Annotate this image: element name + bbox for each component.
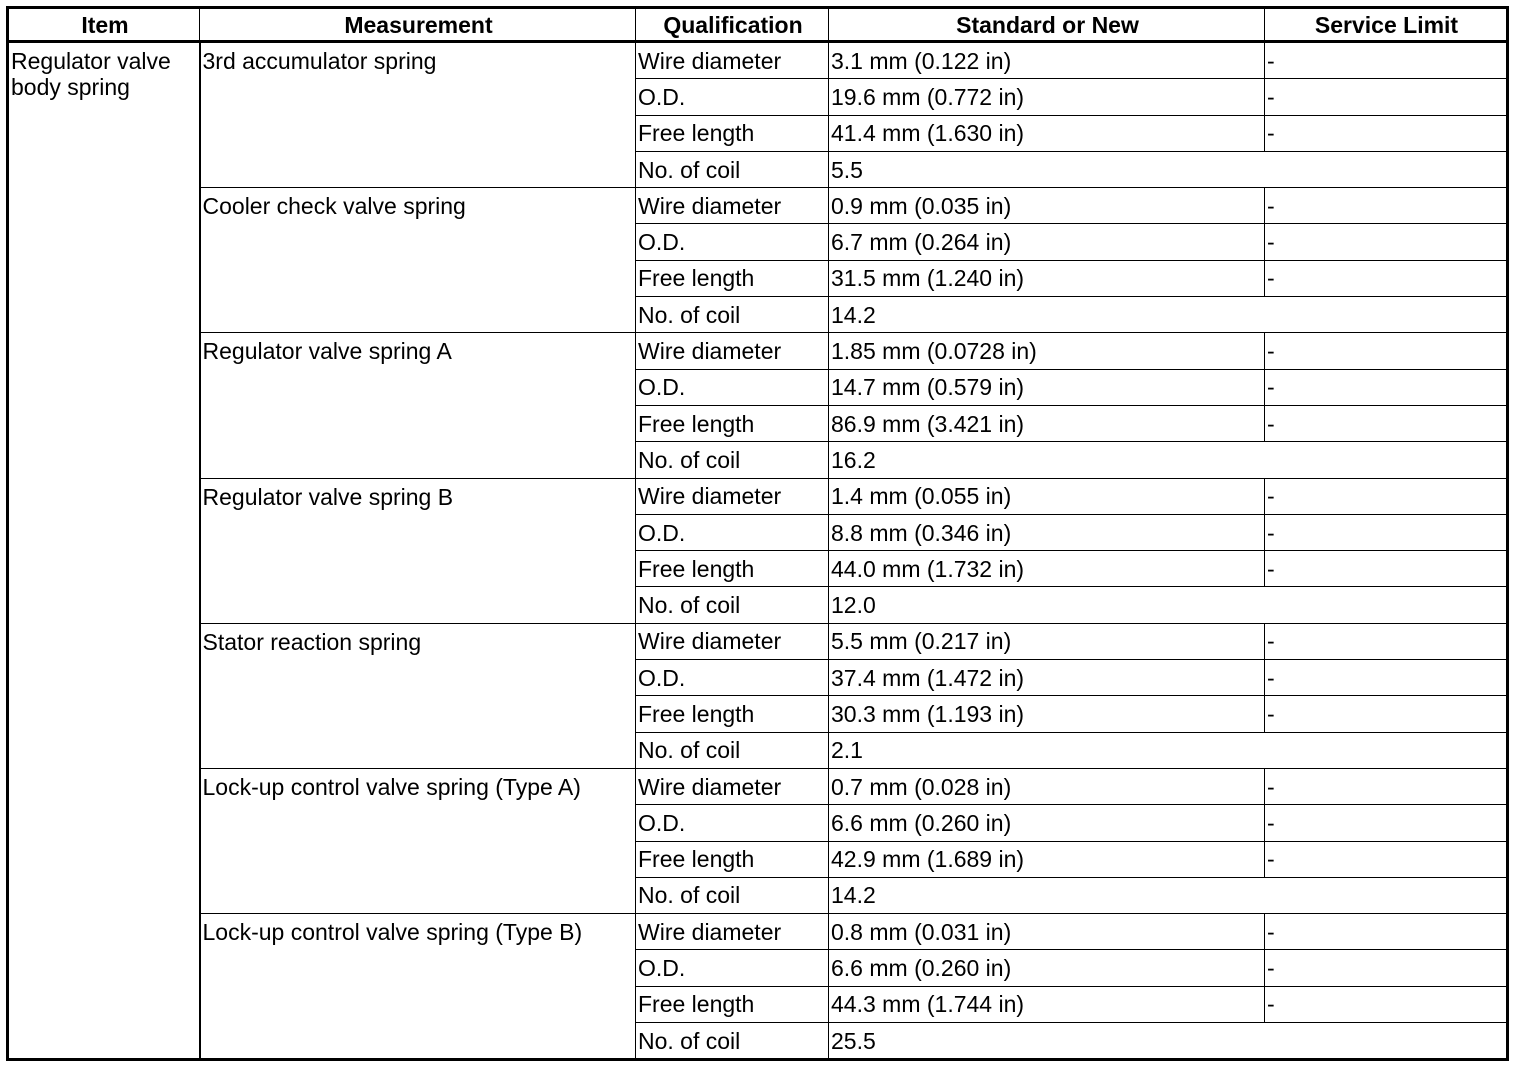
service-limit-cell: -: [1265, 768, 1508, 804]
standard-value-cell: 0.9 mm (0.035 in): [829, 188, 1265, 224]
header-qualification: Qualification: [636, 8, 829, 42]
measurement-cell: Regulator valve spring A: [200, 333, 636, 478]
service-limit-cell: -: [1265, 224, 1508, 260]
table-row: [8, 914, 1508, 950]
standard-value-cell: 16.2: [829, 442, 1508, 478]
header-standard: Standard or New: [829, 8, 1265, 42]
measurement-cell: Lock-up control valve spring (Type A): [200, 768, 636, 913]
qualification-cell: No. of coil: [636, 151, 829, 187]
qualification-cell: Wire diameter: [636, 333, 829, 369]
service-limit-cell: -: [1265, 405, 1508, 441]
qualification-cell: O.D.: [636, 950, 829, 986]
standard-value-cell: 6.7 mm (0.264 in): [829, 224, 1265, 260]
standard-value-cell: 37.4 mm (1.472 in): [829, 660, 1265, 696]
qualification-cell: Free length: [636, 696, 829, 732]
standard-value-cell: 5.5: [829, 151, 1508, 187]
header-measurement: Measurement: [200, 8, 636, 42]
standard-value-cell: 41.4 mm (1.630 in): [829, 115, 1265, 151]
standard-value-cell: 30.3 mm (1.193 in): [829, 696, 1265, 732]
standard-value-cell: 0.7 mm (0.028 in): [829, 768, 1265, 804]
standard-value-cell: 3.1 mm (0.122 in): [829, 42, 1265, 79]
qualification-cell: O.D.: [636, 514, 829, 550]
standard-value-cell: 1.85 mm (0.0728 in): [829, 333, 1265, 369]
table-row: [8, 768, 1508, 804]
standard-value-cell: 6.6 mm (0.260 in): [829, 805, 1265, 841]
measurement-cell: Lock-up control valve spring (Type B): [200, 914, 636, 1060]
standard-value-cell: 19.6 mm (0.772 in): [829, 79, 1265, 115]
service-limit-cell: -: [1265, 805, 1508, 841]
qualification-cell: Free length: [636, 986, 829, 1022]
qualification-cell: O.D.: [636, 805, 829, 841]
table-row: [8, 188, 1508, 224]
standard-value-cell: 14.7 mm (0.579 in): [829, 369, 1265, 405]
qualification-cell: Wire diameter: [636, 914, 829, 950]
measurement-cell: Stator reaction spring: [200, 623, 636, 768]
qualification-cell: Wire diameter: [636, 623, 829, 659]
qualification-cell: Free length: [636, 115, 829, 151]
table-row: [8, 42, 1508, 79]
standard-value-cell: 2.1: [829, 732, 1508, 768]
qualification-cell: Wire diameter: [636, 478, 829, 514]
qualification-cell: Wire diameter: [636, 188, 829, 224]
qualification-cell: No. of coil: [636, 587, 829, 623]
standard-value-cell: 6.6 mm (0.260 in): [829, 950, 1265, 986]
measurement-cell: Regulator valve spring B: [200, 478, 636, 623]
qualification-cell: No. of coil: [636, 442, 829, 478]
service-limit-cell: -: [1265, 478, 1508, 514]
standard-value-cell: 14.2: [829, 877, 1508, 913]
spring-spec-table: [6, 6, 1509, 1061]
standard-value-cell: 42.9 mm (1.689 in): [829, 841, 1265, 877]
table-row: [8, 478, 1508, 514]
qualification-cell: Free length: [636, 405, 829, 441]
standard-value-cell: 12.0: [829, 587, 1508, 623]
service-limit-cell: -: [1265, 79, 1508, 115]
standard-value-cell: 86.9 mm (3.421 in): [829, 405, 1265, 441]
table-row: [8, 623, 1508, 659]
qualification-cell: Free length: [636, 260, 829, 296]
service-limit-cell: -: [1265, 986, 1508, 1022]
service-limit-cell: -: [1265, 115, 1508, 151]
qualification-cell: Wire diameter: [636, 768, 829, 804]
standard-value-cell: 31.5 mm (1.240 in): [829, 260, 1265, 296]
standard-value-cell: 44.0 mm (1.732 in): [829, 551, 1265, 587]
service-limit-cell: -: [1265, 369, 1508, 405]
header-service-limit: Service Limit: [1265, 8, 1508, 42]
standard-value-cell: 44.3 mm (1.744 in): [829, 986, 1265, 1022]
standard-value-cell: 14.2: [829, 297, 1508, 333]
service-limit-cell: -: [1265, 42, 1508, 79]
table-row: [8, 333, 1508, 369]
service-limit-cell: -: [1265, 660, 1508, 696]
standard-value-cell: 25.5: [829, 1023, 1508, 1060]
standard-value-cell: 1.4 mm (0.055 in): [829, 478, 1265, 514]
service-limit-cell: -: [1265, 696, 1508, 732]
item-cell: Regulator valve body spring: [8, 42, 200, 1060]
standard-value-cell: 8.8 mm (0.346 in): [829, 514, 1265, 550]
standard-value-cell: 5.5 mm (0.217 in): [829, 623, 1265, 659]
qualification-cell: O.D.: [636, 224, 829, 260]
service-limit-cell: -: [1265, 188, 1508, 224]
qualification-cell: Free length: [636, 551, 829, 587]
service-limit-cell: -: [1265, 623, 1508, 659]
qualification-cell: O.D.: [636, 369, 829, 405]
qualification-cell: No. of coil: [636, 297, 829, 333]
measurement-cell: Cooler check valve spring: [200, 188, 636, 333]
qualification-cell: No. of coil: [636, 732, 829, 768]
qualification-cell: O.D.: [636, 660, 829, 696]
qualification-cell: No. of coil: [636, 877, 829, 913]
header-row: [8, 8, 1508, 42]
qualification-cell: O.D.: [636, 79, 829, 115]
service-limit-cell: -: [1265, 551, 1508, 587]
service-limit-cell: -: [1265, 841, 1508, 877]
service-limit-cell: -: [1265, 914, 1508, 950]
header-item: Item: [8, 8, 200, 42]
service-limit-cell: -: [1265, 260, 1508, 296]
qualification-cell: Wire diameter: [636, 42, 829, 79]
service-limit-cell: -: [1265, 950, 1508, 986]
qualification-cell: Free length: [636, 841, 829, 877]
standard-value-cell: 0.8 mm (0.031 in): [829, 914, 1265, 950]
measurement-cell: 3rd accumulator spring: [200, 42, 636, 188]
service-limit-cell: -: [1265, 514, 1508, 550]
service-limit-cell: -: [1265, 333, 1508, 369]
qualification-cell: No. of coil: [636, 1023, 829, 1060]
